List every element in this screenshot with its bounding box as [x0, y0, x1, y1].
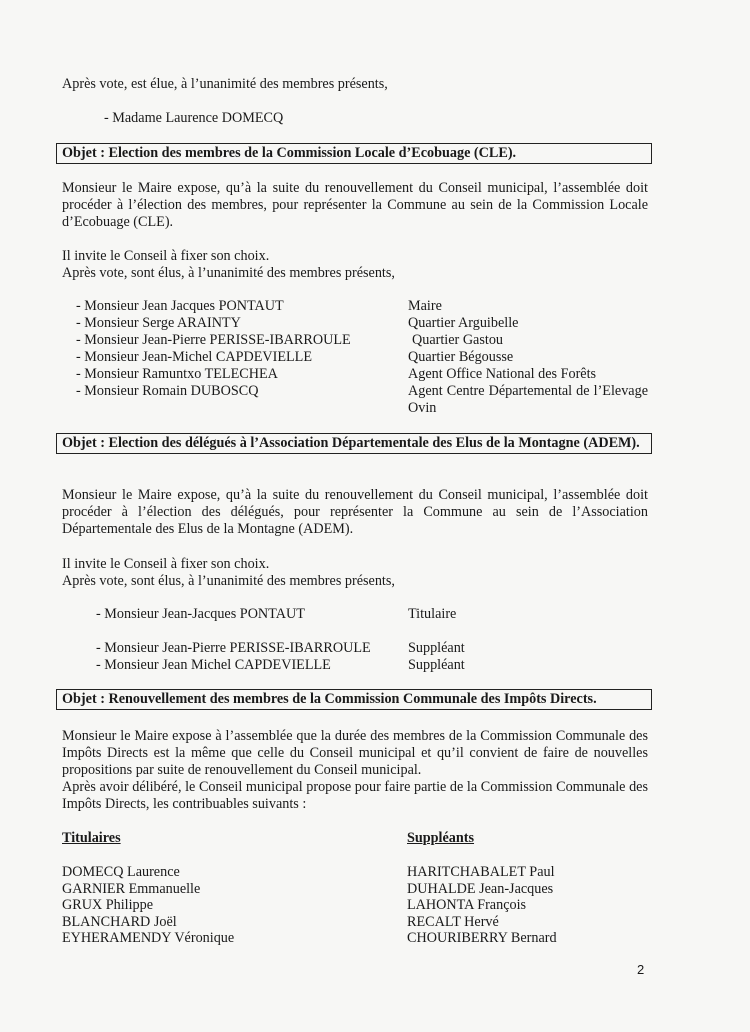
titulaire-item: EYHERAMENDY Véronique	[62, 930, 235, 946]
cle-member-role: Agent Office National des Forêts	[408, 366, 597, 382]
suppleant-item: HARITCHABALET Paul	[407, 864, 555, 880]
adem-delegate-name: - Monsieur Jean-Jacques PONTAUT	[96, 606, 305, 622]
intro-vote-line: Après vote, est élue, à l’unanimité des membres présents,	[62, 76, 388, 92]
section-cle-invite: Il invite le Conseil à fixer son choix.	[62, 248, 270, 264]
suppleants-list	[407, 864, 557, 947]
titulaire-item: GRUX Philippe	[62, 897, 154, 913]
cle-member-row	[76, 383, 656, 417]
cle-member-row	[76, 332, 656, 349]
suppleant-item: LAHONTA François	[407, 897, 527, 913]
adem-delegate-row	[96, 606, 676, 623]
cle-member-name: - Monsieur Jean-Michel CAPDEVIELLE	[76, 349, 313, 365]
cle-member-role: Quartier Arguibelle	[408, 315, 519, 331]
adem-delegate-name: - Monsieur Jean-Pierre PERISSE-IBARROULE	[96, 640, 371, 656]
cle-member-row	[76, 315, 656, 332]
adem-delegate-role: Titulaire	[408, 606, 457, 622]
cle-member-name: - Monsieur Ramuntxo TELECHEA	[76, 366, 278, 382]
adem-delegate-role: Suppléant	[408, 657, 465, 673]
cle-member-name: - Monsieur Romain DUBOSCQ	[76, 383, 259, 399]
adem-delegate-role: Suppléant	[408, 640, 465, 656]
section-cle-paragraph: Monsieur le Maire expose, qu’à la suite du renouvellement du Conseil municipal, l’assemblée doit procéder à l’élection des membres, pour représenter la Commune au sein de la Commission Locale d’Ecobuage (CLE).	[62, 180, 648, 230]
suppleant-item: DUHALDE Jean-Jacques	[407, 880, 554, 897]
section-cle-title: Objet : Election des membres de la Commission Locale d’Ecobuage (CLE).	[56, 143, 652, 164]
cle-member-role: Agent Centre Départemental de l’Elevage Ovin	[408, 383, 648, 416]
adem-delegate-row	[96, 657, 676, 674]
suppleant-item: RECALT Hervé	[407, 913, 499, 930]
section-adem-paragraph: Monsieur le Maire expose, qu’à la suite du renouvellement du Conseil municipal, l’assemblée doit procéder à l’élection des délégués, pour représenter la Commune au sein de l’Association Départementale des Elus de la Montagne (ADEM).	[62, 487, 648, 537]
titulaire-item: BLANCHARD Joël	[62, 913, 177, 930]
suppleants-heading: Suppléants	[407, 830, 475, 846]
section-cle-vote: Après vote, sont élus, à l’unanimité des membres présents,	[62, 265, 395, 281]
cle-member-name: - Monsieur Jean-Pierre PERISSE-IBARROULE	[76, 332, 351, 348]
adem-delegate-row	[96, 640, 676, 657]
suppleant-item: CHOURIBERRY Bernard	[407, 930, 557, 946]
cle-member-row	[76, 366, 656, 383]
page-number: 2	[637, 962, 645, 977]
titulaire-item: GARNIER Emmanuelle	[62, 880, 201, 897]
cle-member-role: Maire	[408, 298, 442, 314]
section-adem-title: Objet : Election des délégués à l’Association Départementale des Elus de la Montagne (ADEM).	[56, 433, 652, 454]
cle-member-row	[76, 298, 656, 315]
titulaire-item: DOMECQ Laurence	[62, 864, 180, 880]
cle-member-name: - Monsieur Jean Jacques PONTAUT	[76, 298, 284, 314]
cle-member-name: - Monsieur Serge ARAINTY	[76, 315, 241, 331]
adem-delegate-name: - Monsieur Jean Michel CAPDEVIELLE	[96, 657, 331, 673]
cle-member-role: Quartier Gastou	[412, 332, 504, 348]
intro-elected-member: - Madame Laurence DOMECQ	[104, 110, 284, 126]
titulaires-list	[62, 864, 234, 947]
cle-member-role: Quartier Bégousse	[408, 349, 514, 365]
section-ccid-title: Objet : Renouvellement des membres de la Commission Communale des Impôts Directs.	[56, 689, 652, 710]
cle-member-row	[76, 349, 656, 366]
titulaires-heading: Titulaires	[62, 830, 121, 846]
section-ccid-paragraph-2: Après avoir délibéré, le Conseil municipal propose pour faire partie de la Commission Communale des Impôts Directs, les contribuables suivants :	[62, 779, 648, 812]
section-ccid-paragraph-1: Monsieur le Maire expose à l’assemblée que la durée des membres de la Commission Communale des Impôts Directs est la même que celle du Conseil municipal et qu’il convient de faire de nouvelles propositions par suite de renouvellement du Conseil municipal.	[62, 728, 648, 778]
section-adem-vote: Après vote, sont élus, à l’unanimité des membres présents,	[62, 573, 395, 589]
section-adem-invite: Il invite le Conseil à fixer son choix.	[62, 556, 270, 572]
